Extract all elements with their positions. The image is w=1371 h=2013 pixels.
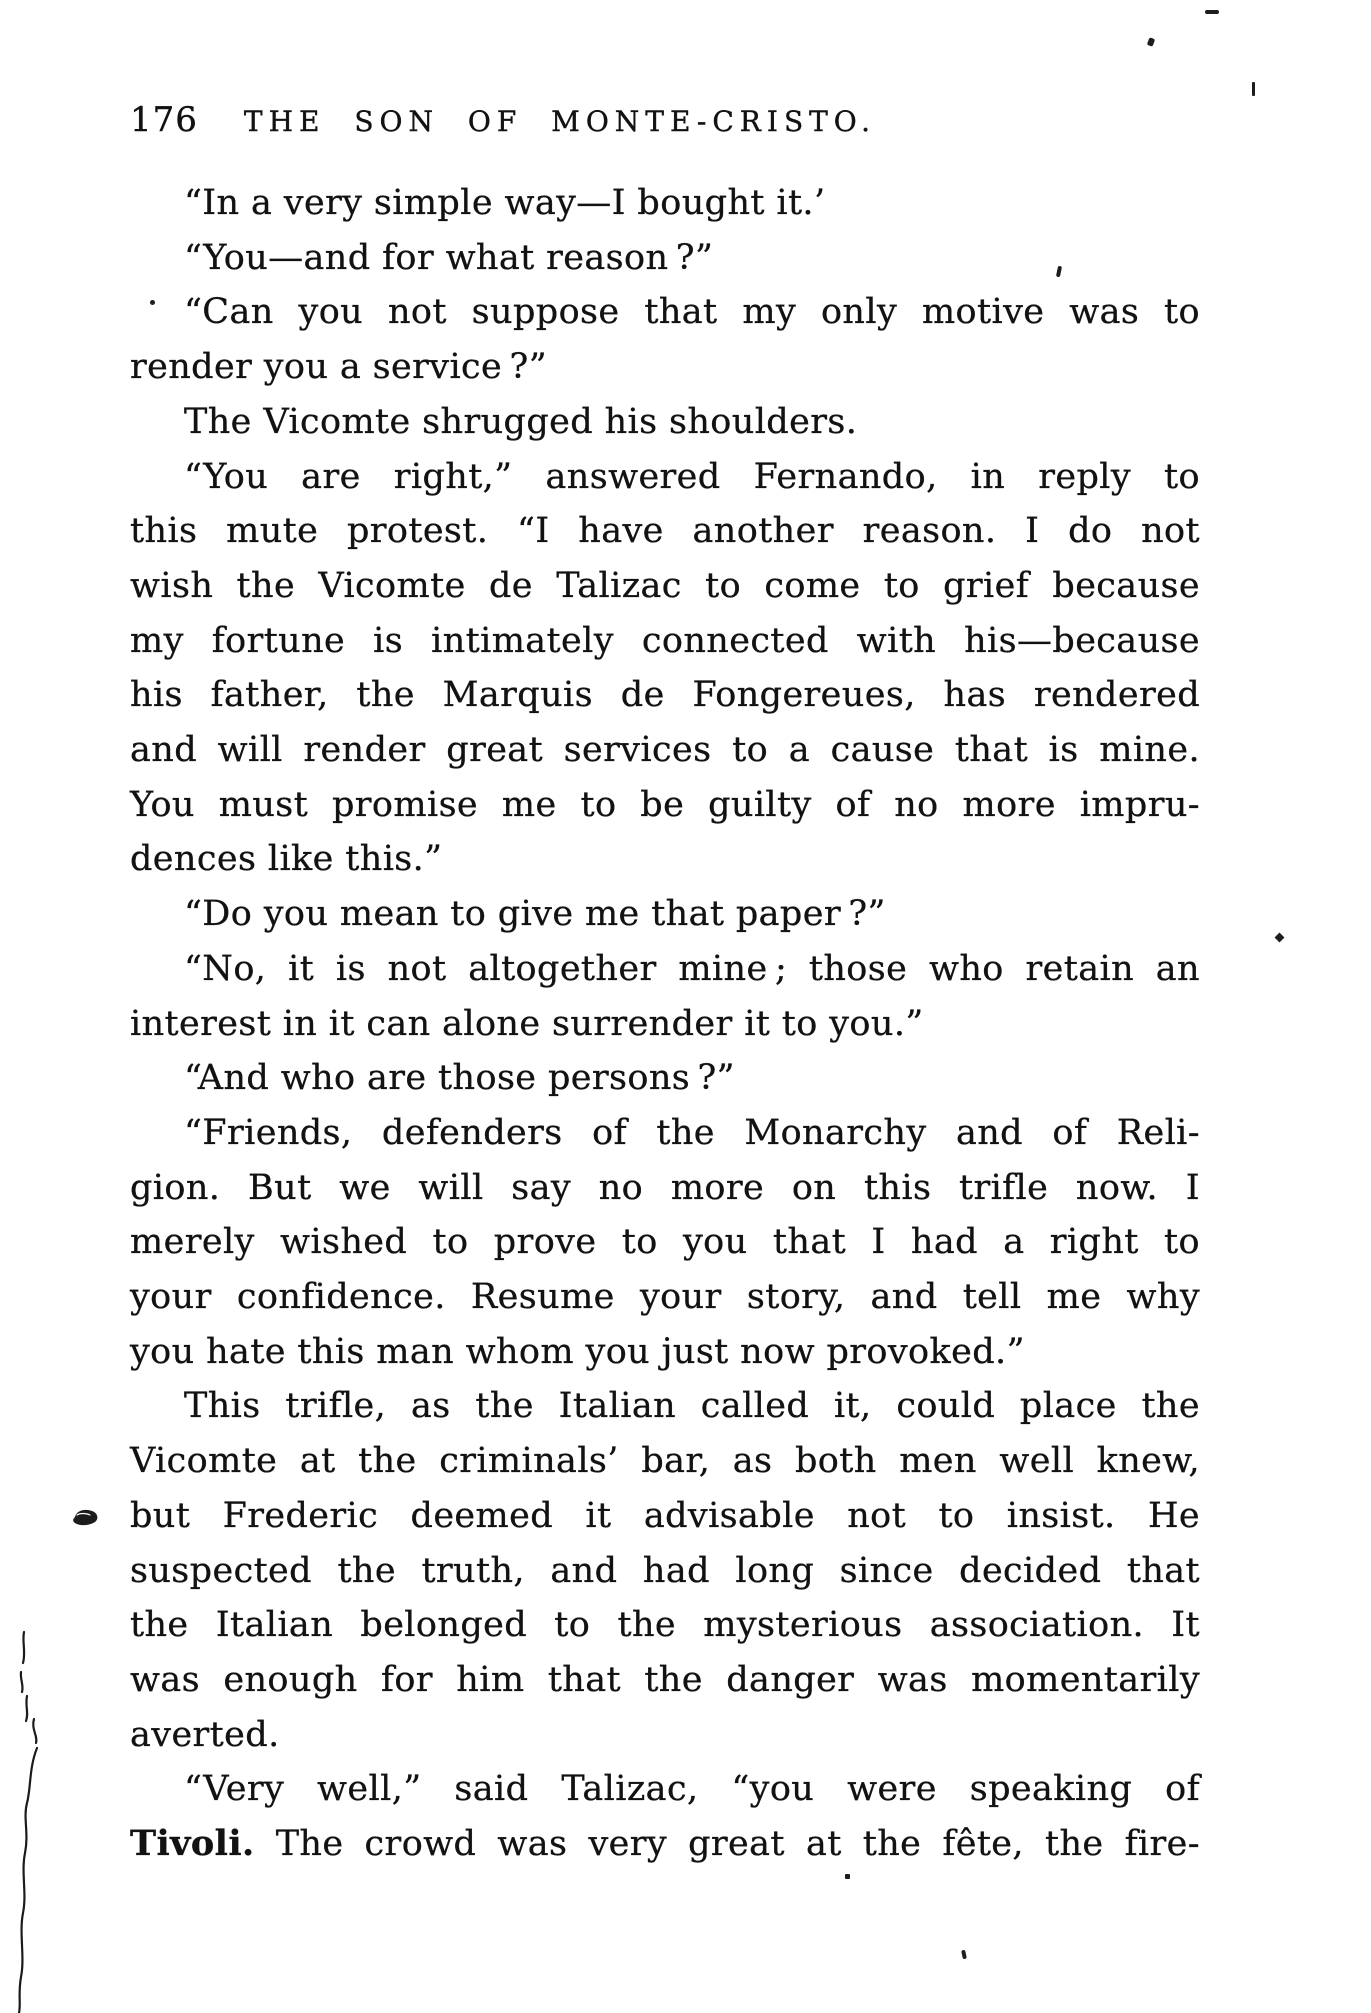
page-header — [130, 100, 876, 140]
text-line: “And who are those persons ?” — [184, 1058, 735, 1099]
text-line: interest in it can alone surrender it to you.” — [130, 1003, 924, 1044]
text-line: your confidence. Resume your story, and tell me why — [130, 1277, 1200, 1318]
scan-artifact-ink-blob — [68, 1506, 102, 1530]
text-line: merely wished to prove to you that I had a right to — [130, 1222, 1200, 1263]
text-block — [130, 176, 1200, 1872]
scan-speck — [150, 300, 155, 305]
text-line: “You—and for what reason ?” — [184, 237, 714, 278]
scan-speck-tick — [1252, 82, 1255, 96]
text-line: “You are right,” answered Fernando, in reply to — [184, 456, 1200, 497]
text-line: suspected the truth, and had long since decided that — [130, 1550, 1200, 1591]
text-line: The Vicomte shrugged his shoulders. — [184, 401, 858, 442]
text-line: “Very well,” said Talizac, “you were speaking of — [184, 1769, 1200, 1810]
scan-speck-dash — [1205, 10, 1219, 14]
text-line: but Frederic deemed it advisable not to insist. He — [130, 1495, 1200, 1536]
scan-speck — [1147, 37, 1155, 47]
text-line: “Do you mean to give me that paper ?” — [184, 894, 886, 935]
text-line: the Italian belonged to the mysterious association. It — [130, 1605, 1200, 1646]
text-line: wish the Vicomte de Talizac to come to grief because — [130, 565, 1200, 606]
text-line: “Can you not suppose that my only motive was to — [184, 292, 1200, 333]
scan-speck-comma — [961, 1950, 967, 1960]
text-line: averted. — [130, 1714, 280, 1755]
text-line: “Friends, defenders of the Monarchy and of Reli- — [184, 1112, 1200, 1153]
text-line: You must promise me to be guilty of no more impru- — [130, 784, 1200, 825]
text-line: you hate this man whom you just now provoked.” — [130, 1331, 1025, 1372]
text-line: dences like this.” — [130, 839, 443, 880]
text-line: “No, it is not altogether mine ; those who retain an — [184, 948, 1200, 989]
text-line — [130, 1817, 1200, 1872]
text-line-rest: The crowd was very great at the fête, the fire- — [275, 1824, 1200, 1865]
page-number: 176 — [130, 100, 198, 140]
text-line: and will render great services to a cause that is mine. — [130, 730, 1200, 771]
text-line: This trifle, as the Italian called it, could place the — [184, 1386, 1200, 1427]
bold-word: Tivoli. — [130, 1823, 255, 1865]
scan-speck — [845, 1874, 850, 1879]
text-line: render you a service ?” — [130, 347, 547, 388]
text-line: his father, the Marquis de Fongereues, has rendered — [130, 675, 1200, 716]
text-line: this mute protest. “I have another reason. I do not — [130, 511, 1200, 552]
text-line: “In a very simple way—I bought it.’ — [184, 183, 826, 223]
text-line: my fortune is intimately connected with his—because — [130, 620, 1200, 661]
scan-speck-diamond — [1275, 933, 1285, 943]
text-line: Vicomte at the criminals’ bar, as both men well knew, — [130, 1441, 1200, 1482]
running-title: THE SON OF MONTE-CRISTO. — [243, 105, 877, 138]
scan-artifact-squiggles — [0, 1600, 70, 2013]
text-line: gion. But we will say no more on this trifle now. I — [130, 1167, 1200, 1208]
text-line: was enough for him that the danger was momentarily — [130, 1659, 1200, 1700]
